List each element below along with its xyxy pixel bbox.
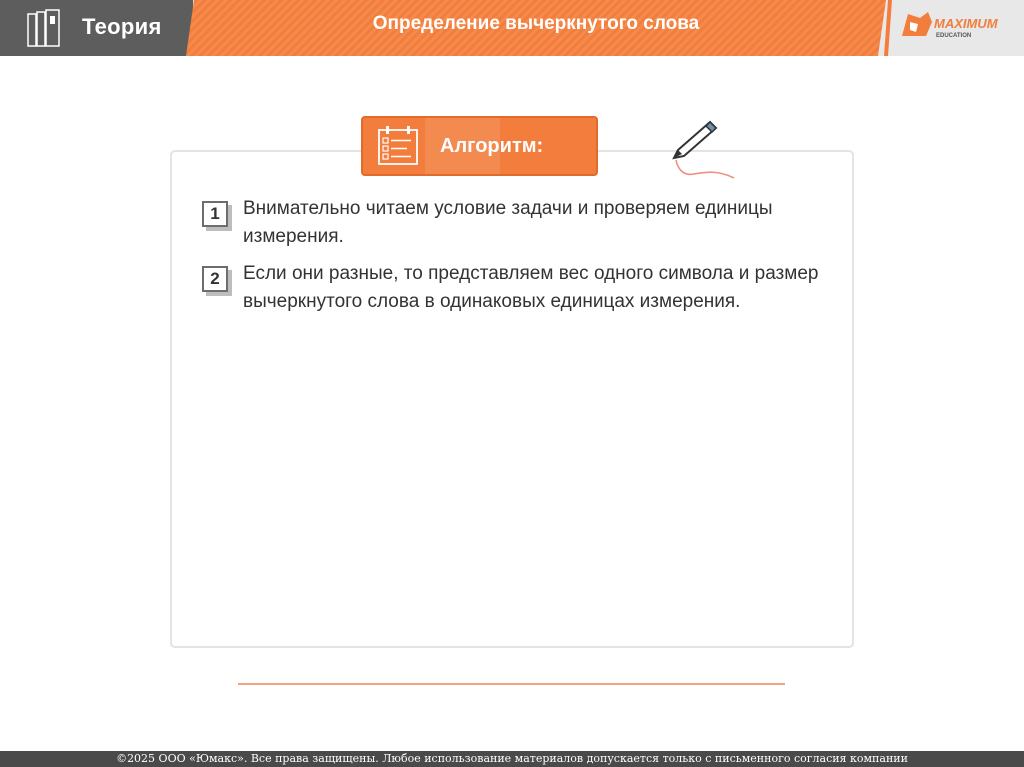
section-label: Теория (82, 14, 162, 39)
step-2-text: Если они разные, то представляем вес одного символа и размер вычеркнутого слова в одинаковых единицах измерения. (243, 263, 819, 312)
header-bar (0, 0, 1024, 56)
page-title: Определение вычеркнутого слова (372, 13, 700, 34)
step-2-number: 2 (202, 266, 228, 292)
logo-text: MAXIMUM (934, 16, 998, 31)
algorithm-tab (361, 116, 598, 176)
checklist-icon (377, 124, 421, 168)
step-1-number: 1 (202, 201, 228, 227)
step-1-text: Внимательно читаем условие задачи и проверяем единицы измерения. (243, 198, 773, 247)
maximum-logo (898, 6, 1020, 46)
pen-icon (664, 116, 744, 182)
divider-line (238, 683, 785, 685)
logo-subtext: EDUCATION (936, 33, 972, 39)
algorithm-label: Алгоритм: (440, 135, 544, 157)
section-badge (0, 0, 193, 56)
book-icon (26, 8, 66, 50)
footer-bar (0, 751, 1024, 767)
footer-copyright: ©2025 ООО «Юмакс». Все права защищены. Любое использование материалов допускается только с письменного согласия компании (116, 752, 908, 765)
